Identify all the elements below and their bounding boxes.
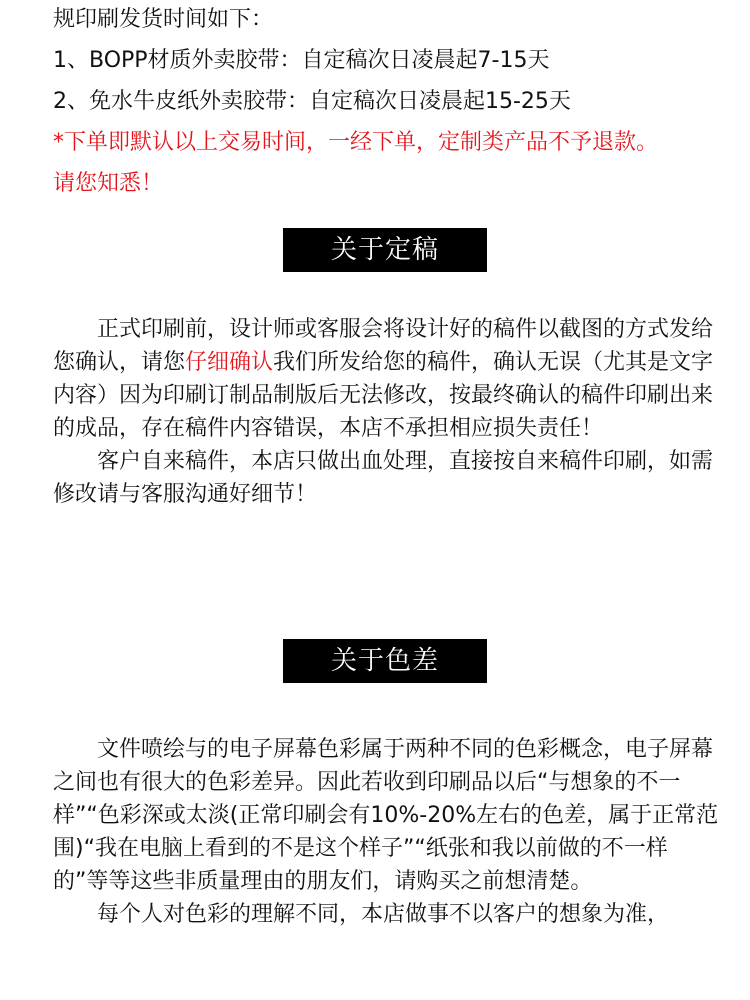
color-paragraph-1: 文件喷绘与的电子屏幕色彩属于两种不同的色彩概念，电子屏幕之间也有很大的色彩差异。因此若收到印刷品以后“与想象的不一样”“色彩深或太淡(正常印刷会有10%-20%左右的色差，属于正常范围)“我在电脑上看到的不是这个样子”“纸张和我以前做的不一样的”等等这些非质量理由的朋友们，请购买之前想清楚。 xyxy=(53,737,719,894)
warning-line-1: *下单即默认以上交易时间，一经下单，定制类产品不予退款。 xyxy=(53,130,659,155)
intro-item-1: 1、BOPP材质外卖胶带：自定稿次日凌晨起7-15天 xyxy=(53,48,550,73)
section-title-draft: 关于定稿 xyxy=(283,228,487,272)
draft-paragraph-1 xyxy=(53,313,723,445)
draft-paragraph-2: 客户自来稿件，本店只做出血处理，直接按自来稿件印刷，如需修改请与客服沟通好细节！ xyxy=(53,449,714,507)
color-paragraph-2: 每个人对色彩的理解不同，本店做事不以客户的想象为准， xyxy=(97,902,670,927)
section-title-color: 关于色差 xyxy=(283,639,487,683)
draft-p1-text-b: 我们所发给您的稿件，确认无误（尤其是文字内容）因为印刷订制品制版后无法修改，按最终确认的稿件印刷出来的成品，存在稿件内容错误，本店不承担相应损失责任！ xyxy=(53,350,714,441)
draft-p1-text-a: 正式印刷前，设计师或客服会将设计好的稿件以截图的方式发给您确认，请您 xyxy=(53,317,714,375)
intro-heading: 规印刷发货时间如下： xyxy=(53,7,274,32)
intro-item-2: 2、免水牛皮纸外卖胶带：自定稿次日凌晨起15-25天 xyxy=(53,89,571,114)
draft-section-body xyxy=(53,313,723,511)
color-section-body xyxy=(53,733,723,931)
draft-p1-highlight: 仔细确认 xyxy=(185,350,274,375)
warning-line-2: 请您知悉！ xyxy=(53,171,164,196)
